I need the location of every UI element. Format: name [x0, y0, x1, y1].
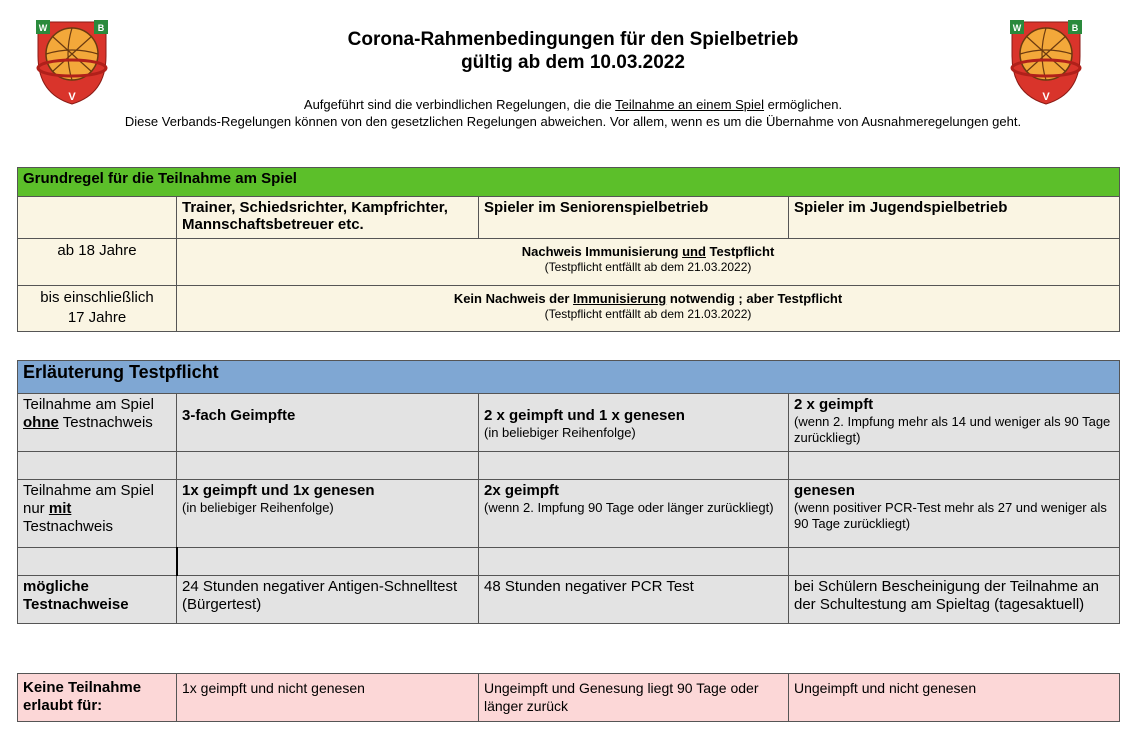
mit-c3: genesen (wenn positiver PCR-Test mehr als 27 und weniger als 90 Tage zurückliegt): [789, 480, 1120, 548]
rule-youth-note: (Testpflicht entfällt ab dem 21.03.2022): [544, 307, 752, 321]
intro-line2: Diese Verbands-Regelungen können von den gesetzlichen Regelungen abweichen. Vor allem, wenn es um die Übernahme von Ausnahmeregelungen geht.: [124, 114, 1022, 129]
nachweise-label: mögliche Testnachweise: [18, 576, 177, 624]
keine-c1: 1x geimpft und nicht genesen: [177, 674, 479, 722]
title-line-1: Corona-Rahmenbedingungen für den Spielbetrieb: [347, 29, 799, 50]
mit-label: Teilnahme am Spiel nur mit Testnachweis: [18, 480, 177, 548]
column-header-senioren: Spieler im Seniorenspielbetrieb: [479, 197, 789, 239]
testpflicht-title: Erläuterung Testpflicht: [18, 361, 1120, 394]
spacer-cell: [18, 452, 177, 480]
ohne-c3: 2 x geimpft (wenn 2. Impfung mehr als 14 und weniger als 90 Tage zurückliegt): [789, 394, 1120, 452]
age-youth: bis einschließlich 17 Jahre: [18, 286, 177, 332]
intro-link: Teilnahme an einem Spiel: [615, 97, 765, 112]
empty-header-cell: [18, 197, 177, 239]
svg-text:V: V: [68, 91, 76, 103]
spacer-cell: [18, 548, 177, 576]
svg-text:W: W: [1012, 23, 1022, 33]
svg-text:B: B: [1071, 23, 1079, 33]
column-header-jugend: Spieler im Jugendspielbetrieb: [789, 197, 1120, 239]
mit-c1: 1x geimpft und 1x genesen (in beliebiger Reihenfolge): [177, 480, 479, 548]
rule-youth: Kein Nachweis der Immunisierung notwendig ; aber Testpflicht (Testpflicht entfällt ab dem 21.03.2022): [177, 286, 1120, 332]
svg-text:B: B: [97, 23, 105, 33]
keine-c2: Ungeimpft und Genesung liegt 90 Tage oder länger zurück: [479, 674, 789, 722]
nachweise-c3: bei Schülern Bescheinigung der Teilnahme an der Schultestung am Spieltag (tagesaktuell): [789, 576, 1120, 624]
title-line-2: gültig ab dem 10.03.2022: [461, 52, 685, 73]
mit-c2: 2x geimpft (wenn 2. Impfung 90 Tage oder länger zurückliegt): [479, 480, 789, 548]
keine-c3: Ungeimpft und nicht genesen: [789, 674, 1120, 722]
column-header-trainer: Trainer, Schiedsrichter, Kampfrichter, Mannschaftsbetreuer etc.: [177, 197, 479, 239]
ohne-c2: 2 x geimpft und 1 x genesen (in beliebiger Reihenfolge): [479, 394, 789, 452]
nachweise-c1: 24 Stunden negativer Antigen-Schnelltest (Bürgertest): [177, 576, 479, 624]
intro-line1-pre: Aufgeführt sind die verbindlichen Regelungen, die die: [303, 97, 616, 112]
ohne-label: Teilnahme am Spiel ohne Testnachweis: [18, 394, 177, 452]
grundregel-title: Grundregel für die Teilnahme am Spiel: [18, 168, 1120, 197]
intro-line1-post: ermöglichen.: [764, 97, 843, 112]
testpflicht-table: [17, 360, 1120, 624]
ohne-c1: 3-fach Geimpfte: [177, 394, 479, 452]
page-title: [0, 28, 1146, 74]
rule-adult: Nachweis Immunisierung und Testpflicht (Testpflicht entfällt ab dem 21.03.2022): [177, 239, 1120, 286]
keine-teilnahme-table: [17, 673, 1120, 722]
grundregel-table: [17, 167, 1120, 332]
intro-text: [0, 96, 1146, 130]
age-adult: ab 18 Jahre: [18, 239, 177, 286]
rule-adult-note: (Testpflicht entfällt ab dem 21.03.2022): [544, 260, 752, 274]
svg-text:V: V: [1042, 91, 1050, 103]
svg-text:W: W: [38, 23, 48, 33]
nachweise-c2: 48 Stunden negativer PCR Test: [479, 576, 789, 624]
keine-label: Keine Teilnahme erlaubt für:: [18, 674, 177, 722]
